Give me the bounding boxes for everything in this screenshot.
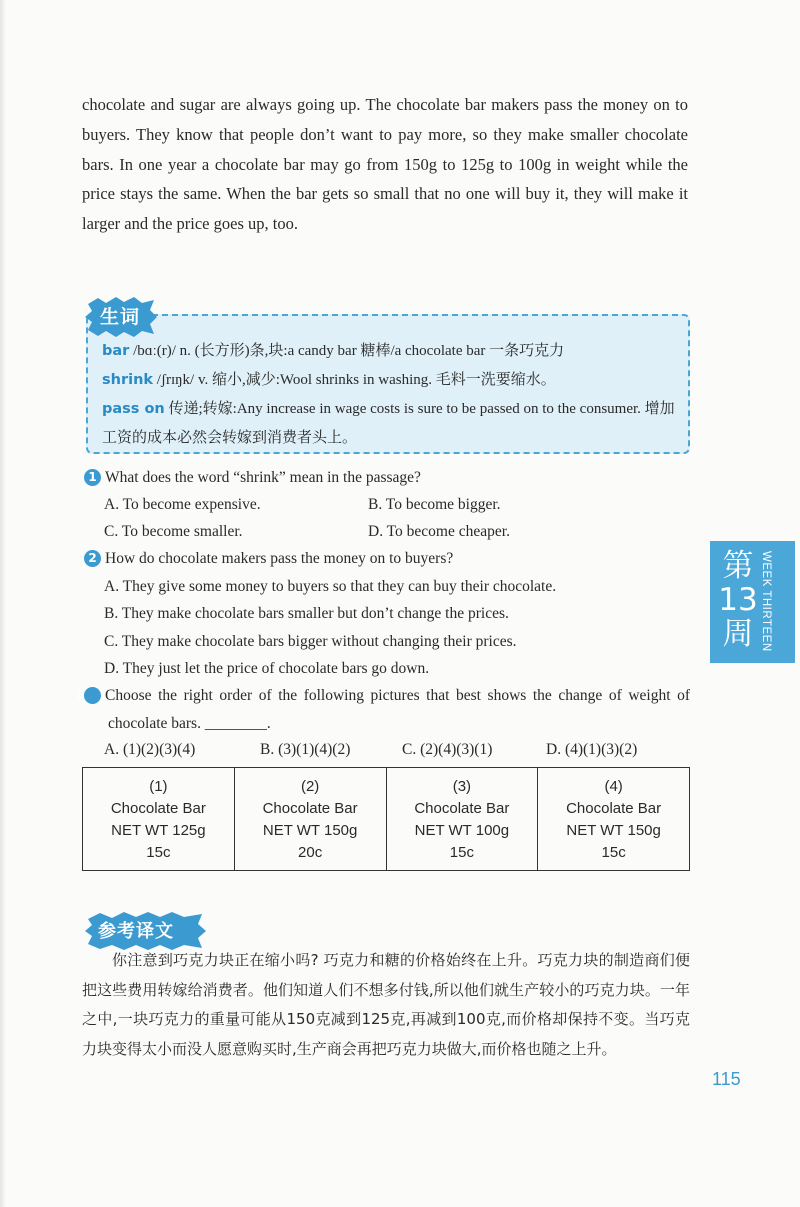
translation-tag [84, 911, 208, 951]
question-text: Choose the right order of the following pictures that best shows the change of weight of chocolate bars. ________. [105, 687, 690, 732]
vocab-tag [84, 296, 158, 338]
picture-weight: NET WT 150g [566, 822, 661, 839]
picture-name: Chocolate Bar [110, 800, 206, 817]
picture-name: Chocolate Bar [262, 800, 358, 817]
week-tab-english: WEEK THIRTEEN [760, 551, 772, 652]
picture-name: Chocolate Bar [566, 800, 662, 817]
picture-price: 20c [298, 844, 323, 861]
option-3d[interactable]: D. (4)(1)(3)(2) [546, 741, 638, 758]
option-1b[interactable]: B. To become bigger. [368, 496, 501, 513]
chocolate-bar-pictures-table [82, 767, 690, 871]
picture-cell [538, 768, 690, 871]
picture-weight: NET WT 125g [111, 822, 206, 839]
translation-text: 你注意到巧克力块正在缩小吗? 巧克力和糖的价格始终在上升。巧克力块的制造商们便把这些费用转嫁给消费者。他们知道人们不想多付钱,所以他们就生产较小的巧克力块。一年之中,一块巧克力的重量可能从150克减到125克,再减到100克,而价格却保持不变。当巧克力块变得太小而没人愿意购买时,生产商会再把巧克力块做大,而价格也随之上升。 [82, 951, 690, 1058]
option-3b[interactable]: B. (3)(1)(4)(2) [260, 741, 351, 758]
option-3a[interactable]: A. (1)(2)(3)(4) [104, 741, 196, 758]
picture-name: Chocolate Bar [414, 800, 510, 817]
page-gutter [0, 0, 6, 1207]
reading-passage [82, 90, 688, 239]
question-2 [84, 545, 690, 573]
option-3c[interactable]: C. (2)(4)(3)(1) [402, 741, 493, 758]
week-tab-chinese: 第13周 [718, 548, 758, 652]
vocab-word: pass on [102, 401, 165, 417]
picture-weight: NET WT 150g [262, 822, 358, 839]
vocab-definition: /ʃrɪŋk/ v. 缩小,减少:Wool shrinks in washing. 毛料一洗要缩水。 [153, 372, 556, 388]
picture-index: (2) [300, 778, 320, 795]
vocab-word: bar [102, 343, 130, 359]
translation-tag-label: 参考译文 [98, 921, 174, 942]
translation-text-block [82, 946, 690, 1064]
vocab-tag-label: 生词 [100, 306, 141, 328]
question-text: How do chocolate makers pass the money on to buyers? [105, 550, 454, 567]
picture-cell [386, 768, 538, 871]
question-1 [84, 464, 690, 492]
option-1c[interactable]: C. To become smaller. [104, 523, 243, 540]
option-2b[interactable]: B. They make chocolate bars smaller but don’t change the prices. [104, 605, 509, 622]
option-1a[interactable]: A. To become expensive. [104, 496, 261, 513]
vocab-entry-shrink [102, 366, 678, 395]
week-side-tab [710, 541, 795, 663]
question-number-badge: 3 [84, 687, 101, 704]
picture-price: 15c [449, 844, 474, 861]
question-3 [76, 682, 690, 737]
picture-index: (3) [452, 778, 472, 795]
option-2a[interactable]: A. They give some money to buyers so that they can buy their chocolate. [104, 578, 557, 595]
picture-index: (4) [604, 778, 623, 795]
picture-weight: NET WT 100g [414, 822, 510, 839]
picture-price: 15c [601, 844, 626, 861]
option-2d[interactable]: D. They just let the price of chocolate bars go down. [104, 660, 430, 677]
vocab-definition: 传递;转嫁:Any increase in wage costs is sure to be passed on to the consumer. 增加工资的成本必然会转嫁到消费者头上。 [102, 401, 675, 446]
vocab-entry-bar [102, 337, 678, 366]
vocab-entry-pass-on [102, 395, 678, 453]
picture-price: 15c [146, 844, 171, 861]
passage-text: chocolate and sugar are always going up. The chocolate bar makers pass the money on to buyers. They know that people don’t want to pay more, so they make smaller chocolate bars. In one year a chocolate bar may go from 150g to 125g to 100g in weight while the price stays the same. When the bar gets so small that no one will buy it, they will make it larger and the price goes up, too. [82, 95, 688, 234]
vocab-word: shrink [102, 372, 154, 388]
picture-cell [83, 768, 235, 871]
picture-index: (1) [149, 778, 168, 795]
vocabulary-box [86, 314, 690, 454]
vocab-definition: /bɑː(r)/ n. (长方形)条,块:a candy bar 糖棒/a chocolate bar 一条巧克力 [129, 343, 565, 359]
picture-cell [234, 768, 386, 871]
question-number-badge: 2 [84, 550, 101, 567]
page-number: 115 [712, 1069, 741, 1089]
option-1d[interactable]: D. To become cheaper. [368, 523, 510, 540]
question-number-badge: 1 [84, 469, 101, 486]
option-2c[interactable]: C. They make chocolate bars bigger without changing their prices. [104, 633, 517, 650]
question-text: What does the word “shrink” mean in the passage? [105, 469, 421, 486]
